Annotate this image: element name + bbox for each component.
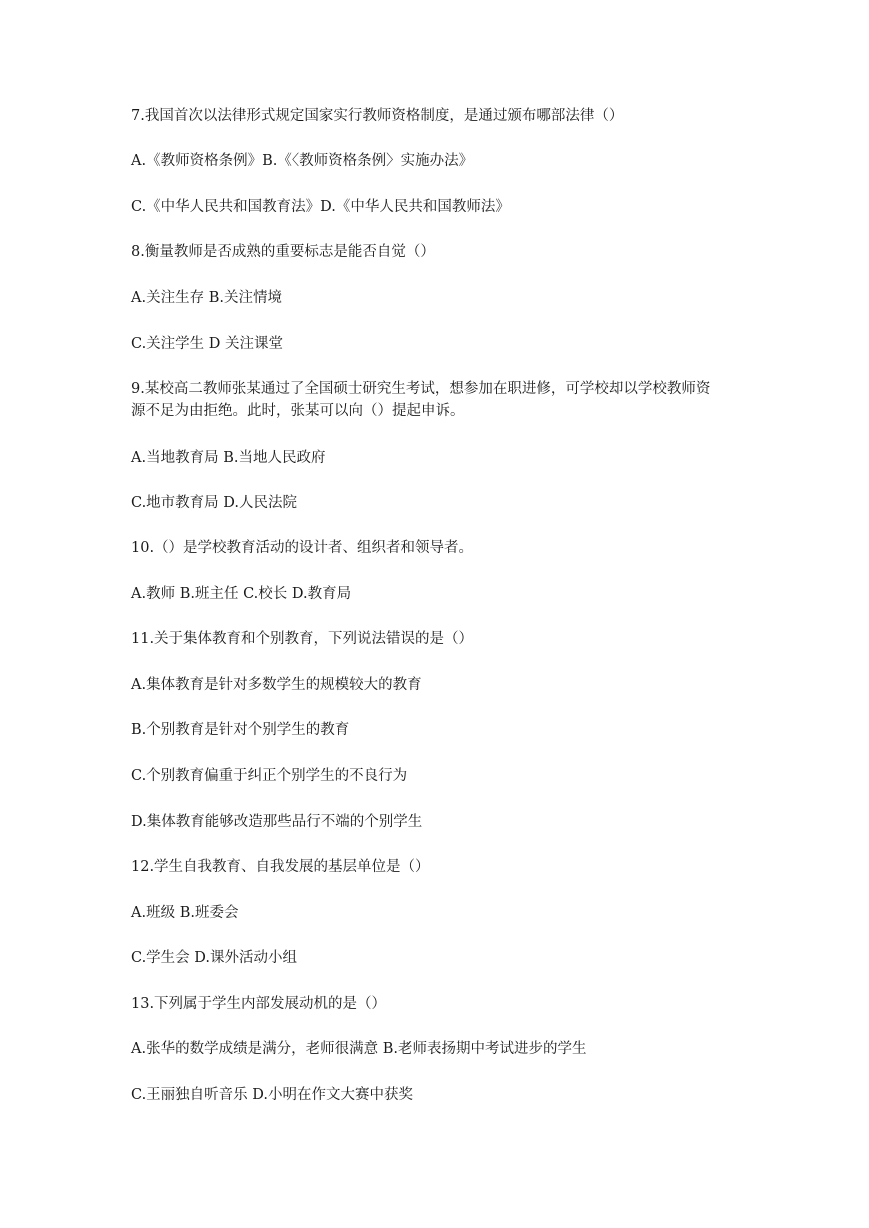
question-7-options-ab: A.《教师资格条例》B.《〈教师资格条例〉实施办法》: [131, 153, 474, 169]
question-9-options-ab: A.当地教育局 B.当地人民政府: [131, 450, 326, 466]
question-12-stem: 12.学生自我教育、自我发展的基层单位是（）: [131, 859, 430, 875]
question-8-options-ab: A.关注生存 B.关注情境: [131, 290, 282, 306]
question-9-stem-line-2: 源不足为由拒绝。此时，张某可以向（）提起申诉。: [131, 403, 465, 419]
question-13-options-ab: A.张华的数学成绩是满分，老师很满意 B.老师表扬期中考试进步的学生: [131, 1041, 587, 1057]
question-11-option-c: C.个别教育偏重于纠正个别学生的不良行为: [131, 768, 408, 784]
question-10-options: A.教师 B.班主任 C.校长 D.教育局: [131, 586, 352, 602]
question-7-stem: 7.我国首次以法律形式规定国家实行教师资格制度，是通过颁布哪部法律（）: [131, 108, 624, 124]
question-10-stem: 10.（）是学校教育活动的设计者、组织者和领导者。: [131, 540, 474, 556]
question-8-options-cd: C.关注学生 D 关注课堂: [131, 336, 284, 352]
question-8-stem: 8.衡量教师是否成熟的重要标志是能否自觉（）: [131, 244, 435, 260]
question-11-option-a: A.集体教育是针对多数学生的规模较大的教育: [131, 677, 422, 693]
question-7-options-cd: C.《中华人民共和国教育法》D.《中华人民共和国教师法》: [131, 199, 510, 215]
question-11-stem: 11.关于集体教育和个别教育，下列说法错误的是（）: [131, 631, 474, 647]
question-13-stem: 13.下列属于学生内部发展动机的是（）: [131, 996, 387, 1012]
question-12-options-ab: A.班级 B.班委会: [131, 905, 239, 921]
question-9-options-cd: C.地市教育局 D.人民法院: [131, 495, 298, 511]
question-13-options-cd: C.王丽独自听音乐 D.小明在作文大赛中获奖: [131, 1087, 414, 1103]
question-11-option-b: B.个别教育是针对个别学生的教育: [131, 722, 350, 738]
question-12-options-cd: C.学生会 D.课外活动小组: [131, 950, 298, 966]
question-9-stem-line-1: 9.某校高二教师张某通过了全国硕士研究生考试，想参加在职进修，可学校却以学校教师资: [131, 381, 711, 397]
question-11-option-d: D.集体教育能够改造那些品行不端的个别学生: [131, 814, 423, 830]
